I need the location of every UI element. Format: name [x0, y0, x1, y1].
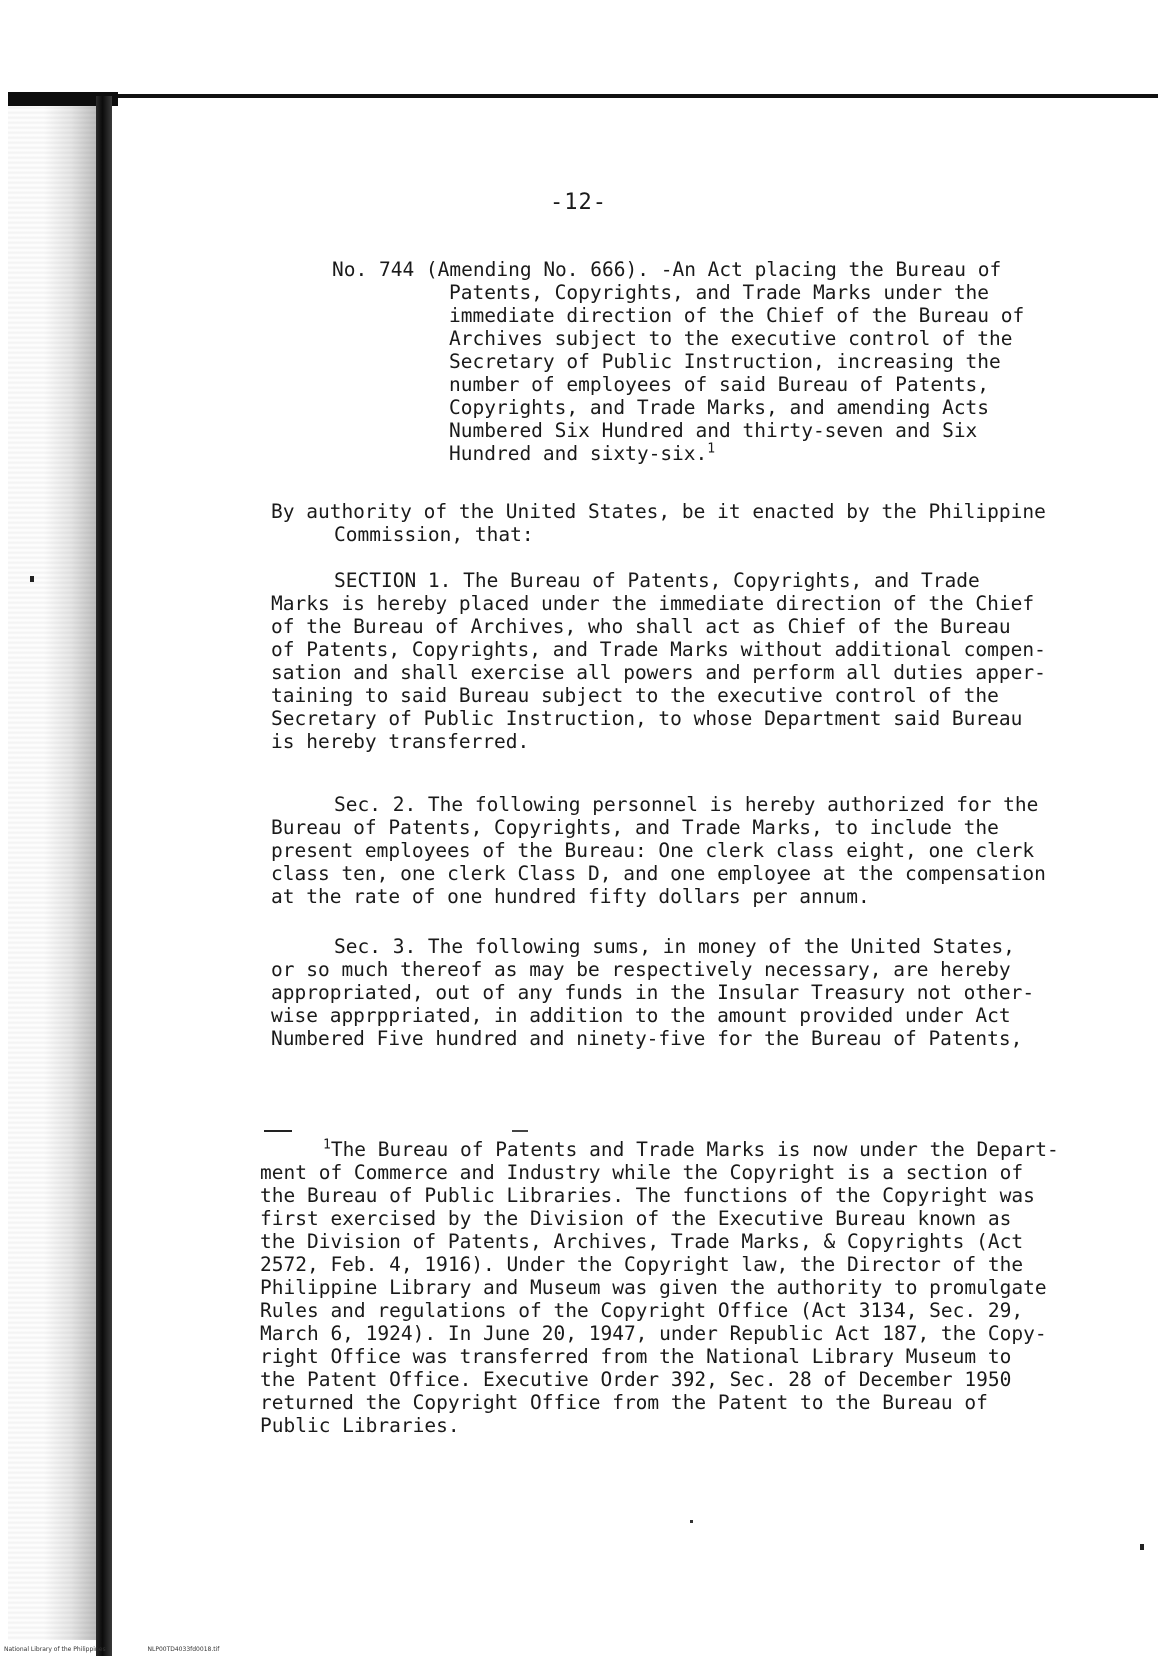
- footnote-line: Rules and regulations of the Copyright Office (Act 3134, Sec. 29,: [260, 1299, 1024, 1322]
- act-title-line: Secretary of Public Instruction, increasing the: [449, 350, 1001, 373]
- act-title-line: immediate direction of the Chief of the Bureau of: [449, 304, 1025, 327]
- act-title-line: Numbered Six Hundred and thirty-seven and Six: [449, 419, 978, 442]
- section-line: Sec. 2. The following personnel is hereby authorized for the: [334, 793, 1039, 816]
- footnote-first-line: [260, 1138, 1059, 1161]
- footnote-line: Philippine Library and Museum was given the authority to promulgate: [260, 1276, 1047, 1299]
- section-line: is hereby transferred.: [271, 730, 530, 753]
- act-title-continuation: [449, 281, 1024, 465]
- act-title-line: Archives subject to the executive control of the: [449, 327, 1013, 350]
- scan-source: National Library of the Philippines: [4, 1646, 106, 1653]
- footnote-rule: [264, 1130, 292, 1132]
- section-line: taining to said Bureau subject to the executive control of the: [271, 684, 999, 707]
- section-line: appropriated, out of any funds in the Insular Treasury not other-: [271, 981, 1035, 1004]
- enacting-clause-line: Commission, that:: [334, 523, 534, 546]
- footnote-line: March 6, 1924). In June 20, 1947, under Republic Act 187, the Copy-: [260, 1322, 1047, 1345]
- footnote-line: the Patent Office. Executive Order 392, Sec. 28 of December 1950: [260, 1368, 1012, 1391]
- footnote-marker: 1: [323, 1137, 331, 1153]
- footnote-line: ment of Commerce and Industry while the Copyright is a section of: [260, 1161, 1024, 1184]
- section-line: or so much thereof as may be respectively necessary, are hereby: [271, 958, 1011, 981]
- footnote-line: returned the Copyright Office from the Patent to the Bureau of: [260, 1391, 988, 1414]
- section-line: Numbered Five hundred and ninety-five for the Bureau of Patents,: [271, 1027, 1023, 1050]
- section-line: of the Bureau of Archives, who shall act as Chief of the Bureau: [271, 615, 1011, 638]
- footnote-line: the Bureau of Public Libraries. The functions of the Copyright was: [260, 1184, 1035, 1207]
- margin-speck: [30, 576, 34, 582]
- page-speck: [690, 1520, 693, 1523]
- act-title-line: number of employees of said Bureau of Patents,: [449, 373, 990, 396]
- section-line: SECTION 1. The Bureau of Patents, Copyrights, and Trade: [334, 569, 980, 592]
- section-line: present employees of the Bureau: One clerk class eight, one clerk: [271, 839, 1035, 862]
- section-line: wise apprppriated, in addition to the amount provided under Act: [271, 1004, 1011, 1027]
- scan-top-edge: [8, 94, 1158, 98]
- footnote-reference: 1: [707, 441, 716, 457]
- act-title-last-line: [449, 442, 1024, 465]
- footnote-line: The Bureau of Patents and Trade Marks is now under the Depart-: [330, 1138, 1059, 1161]
- scan-caption: [4, 1646, 259, 1653]
- section-line: Secretary of Public Instruction, to whose Department said Bureau: [271, 707, 1023, 730]
- section-3: [271, 935, 1034, 1050]
- section-line: Sec. 3. The following sums, in money of the United States,: [334, 935, 1015, 958]
- scan-binding-edge: [96, 96, 112, 1656]
- section-line: Marks is hereby placed under the immediate direction of the Chief: [271, 592, 1035, 615]
- footnote-line: 2572, Feb. 4, 1916). Under the Copyright law, the Director of the: [260, 1253, 1024, 1276]
- section-1: [271, 569, 1046, 753]
- section-line: class ten, one clerk Class D, and one employee at the compensation: [271, 862, 1046, 885]
- footnote-line: first exercised by the Division of the Executive Bureau known as: [260, 1207, 1012, 1230]
- footnote-line: Public Libraries.: [260, 1414, 460, 1437]
- footnote: [260, 1138, 1059, 1437]
- page-number: -12-: [550, 190, 607, 215]
- footnote-rule-mark: [512, 1130, 528, 1132]
- section-2: [271, 793, 1046, 908]
- act-title-line: Hundred and sixty-six.: [449, 442, 708, 465]
- footnote-line: the Division of Patents, Archives, Trade Marks, & Copyrights (Act: [260, 1230, 1024, 1253]
- act-title-first-line: No. 744 (Amending No. 666). -An Act placing the Bureau of: [332, 258, 1002, 281]
- scan-file: NLP00TD4033fd0018.tif: [147, 1646, 220, 1653]
- section-line: sation and shall exercise all powers and perform all duties apper-: [271, 661, 1046, 684]
- page-speck: [1140, 1544, 1144, 1550]
- footnote-line: right Office was transferred from the National Library Museum to: [260, 1345, 1012, 1368]
- enacting-clause-line: By authority of the United States, be it enacted by the Philippine: [271, 500, 1046, 523]
- act-title-line: Copyrights, and Trade Marks, and amending Acts: [449, 396, 990, 419]
- section-line: at the rate of one hundred fifty dollars per annum.: [271, 885, 870, 908]
- scan-binding-shadow: [8, 100, 98, 1640]
- act-title-line: Patents, Copyrights, and Trade Marks under the: [449, 281, 990, 304]
- section-line: of Patents, Copyrights, and Trade Marks without additional compen-: [271, 638, 1046, 661]
- section-line: Bureau of Patents, Copyrights, and Trade Marks, to include the: [271, 816, 999, 839]
